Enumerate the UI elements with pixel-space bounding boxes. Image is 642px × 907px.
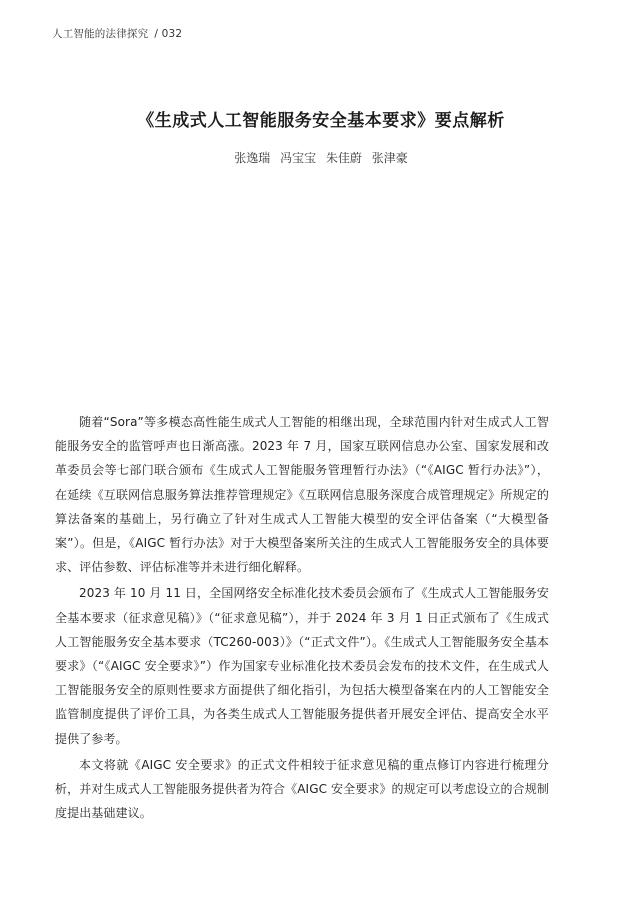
author-name: 朱佳蔚 bbox=[325, 151, 362, 165]
page-number: / 032 bbox=[154, 28, 183, 40]
article-body bbox=[55, 410, 549, 827]
body-paragraph: 随着“Sora”等多模态高性能生成式人工智能的相继出现，全球范围内针对生成式人工智能服务安全的监管呼声也日渐高涨。2023 年 7 月，国家互联网信息办公室、国家发展和改革委员会等七部门联合颁布《生成式人工智能服务管理暂行办法》（“《AIGC 暂行办法》”），在延续《互联网信息服务算法推荐管理规定》《互联网信息服务深度合成管理规定》所规定的算法备案的基础上，另行确立了针对生成式人工智能大模型的安全评估备案（“大模型备案”）。但是，《AIGC 暂行办法》对于大模型备案所关注的生成式人工智能服务安全的具体要求、评估参数、评估标准等并未进行细化解释。 bbox=[55, 415, 549, 575]
running-header bbox=[52, 26, 182, 41]
author-name: 冯宝宝 bbox=[280, 151, 317, 165]
body-paragraph: 2023 年 10 月 11 日，全国网络安全标准化技术委员会颁布了《生成式人工智能服务安全基本要求（征求意见稿）》（“征求意见稿”），并于 2024 年 3 月 1 日正式颁布了《生成式人工智能服务安全基本要求（TC260-003）》（“正式文件”）。《生成式人工智能服务安全基本要求》（“《AIGC 安全要求》”）作为国家专业标准化技术委员会发布的技术文件，在生成式人工智能服务安全的原则性要求方面提供了细化指引，为包括大模型备案在内的人工智能安全监管制度提供了评价工具，为各类生成式人工智能服务提供者开展安全评估、提高安全水平提供了参考。 bbox=[55, 586, 549, 746]
body-paragraph: 本文将就《AIGC 安全要求》的正式文件相较于征求意见稿的重点修订内容进行梳理分析，并对生成式人工智能服务提供者为符合《AIGC 安全要求》的规定可以考虑设立的合规制度提出基础建议。 bbox=[55, 757, 549, 821]
article-title: 《生成式人工智能服务安全基本要求》要点解析 bbox=[137, 111, 505, 131]
author-name: 张津豪 bbox=[371, 151, 408, 165]
book-title: 人工智能的法律探究 bbox=[52, 28, 149, 40]
author-list bbox=[0, 149, 642, 166]
author-name: 张逸瑞 bbox=[234, 151, 271, 165]
